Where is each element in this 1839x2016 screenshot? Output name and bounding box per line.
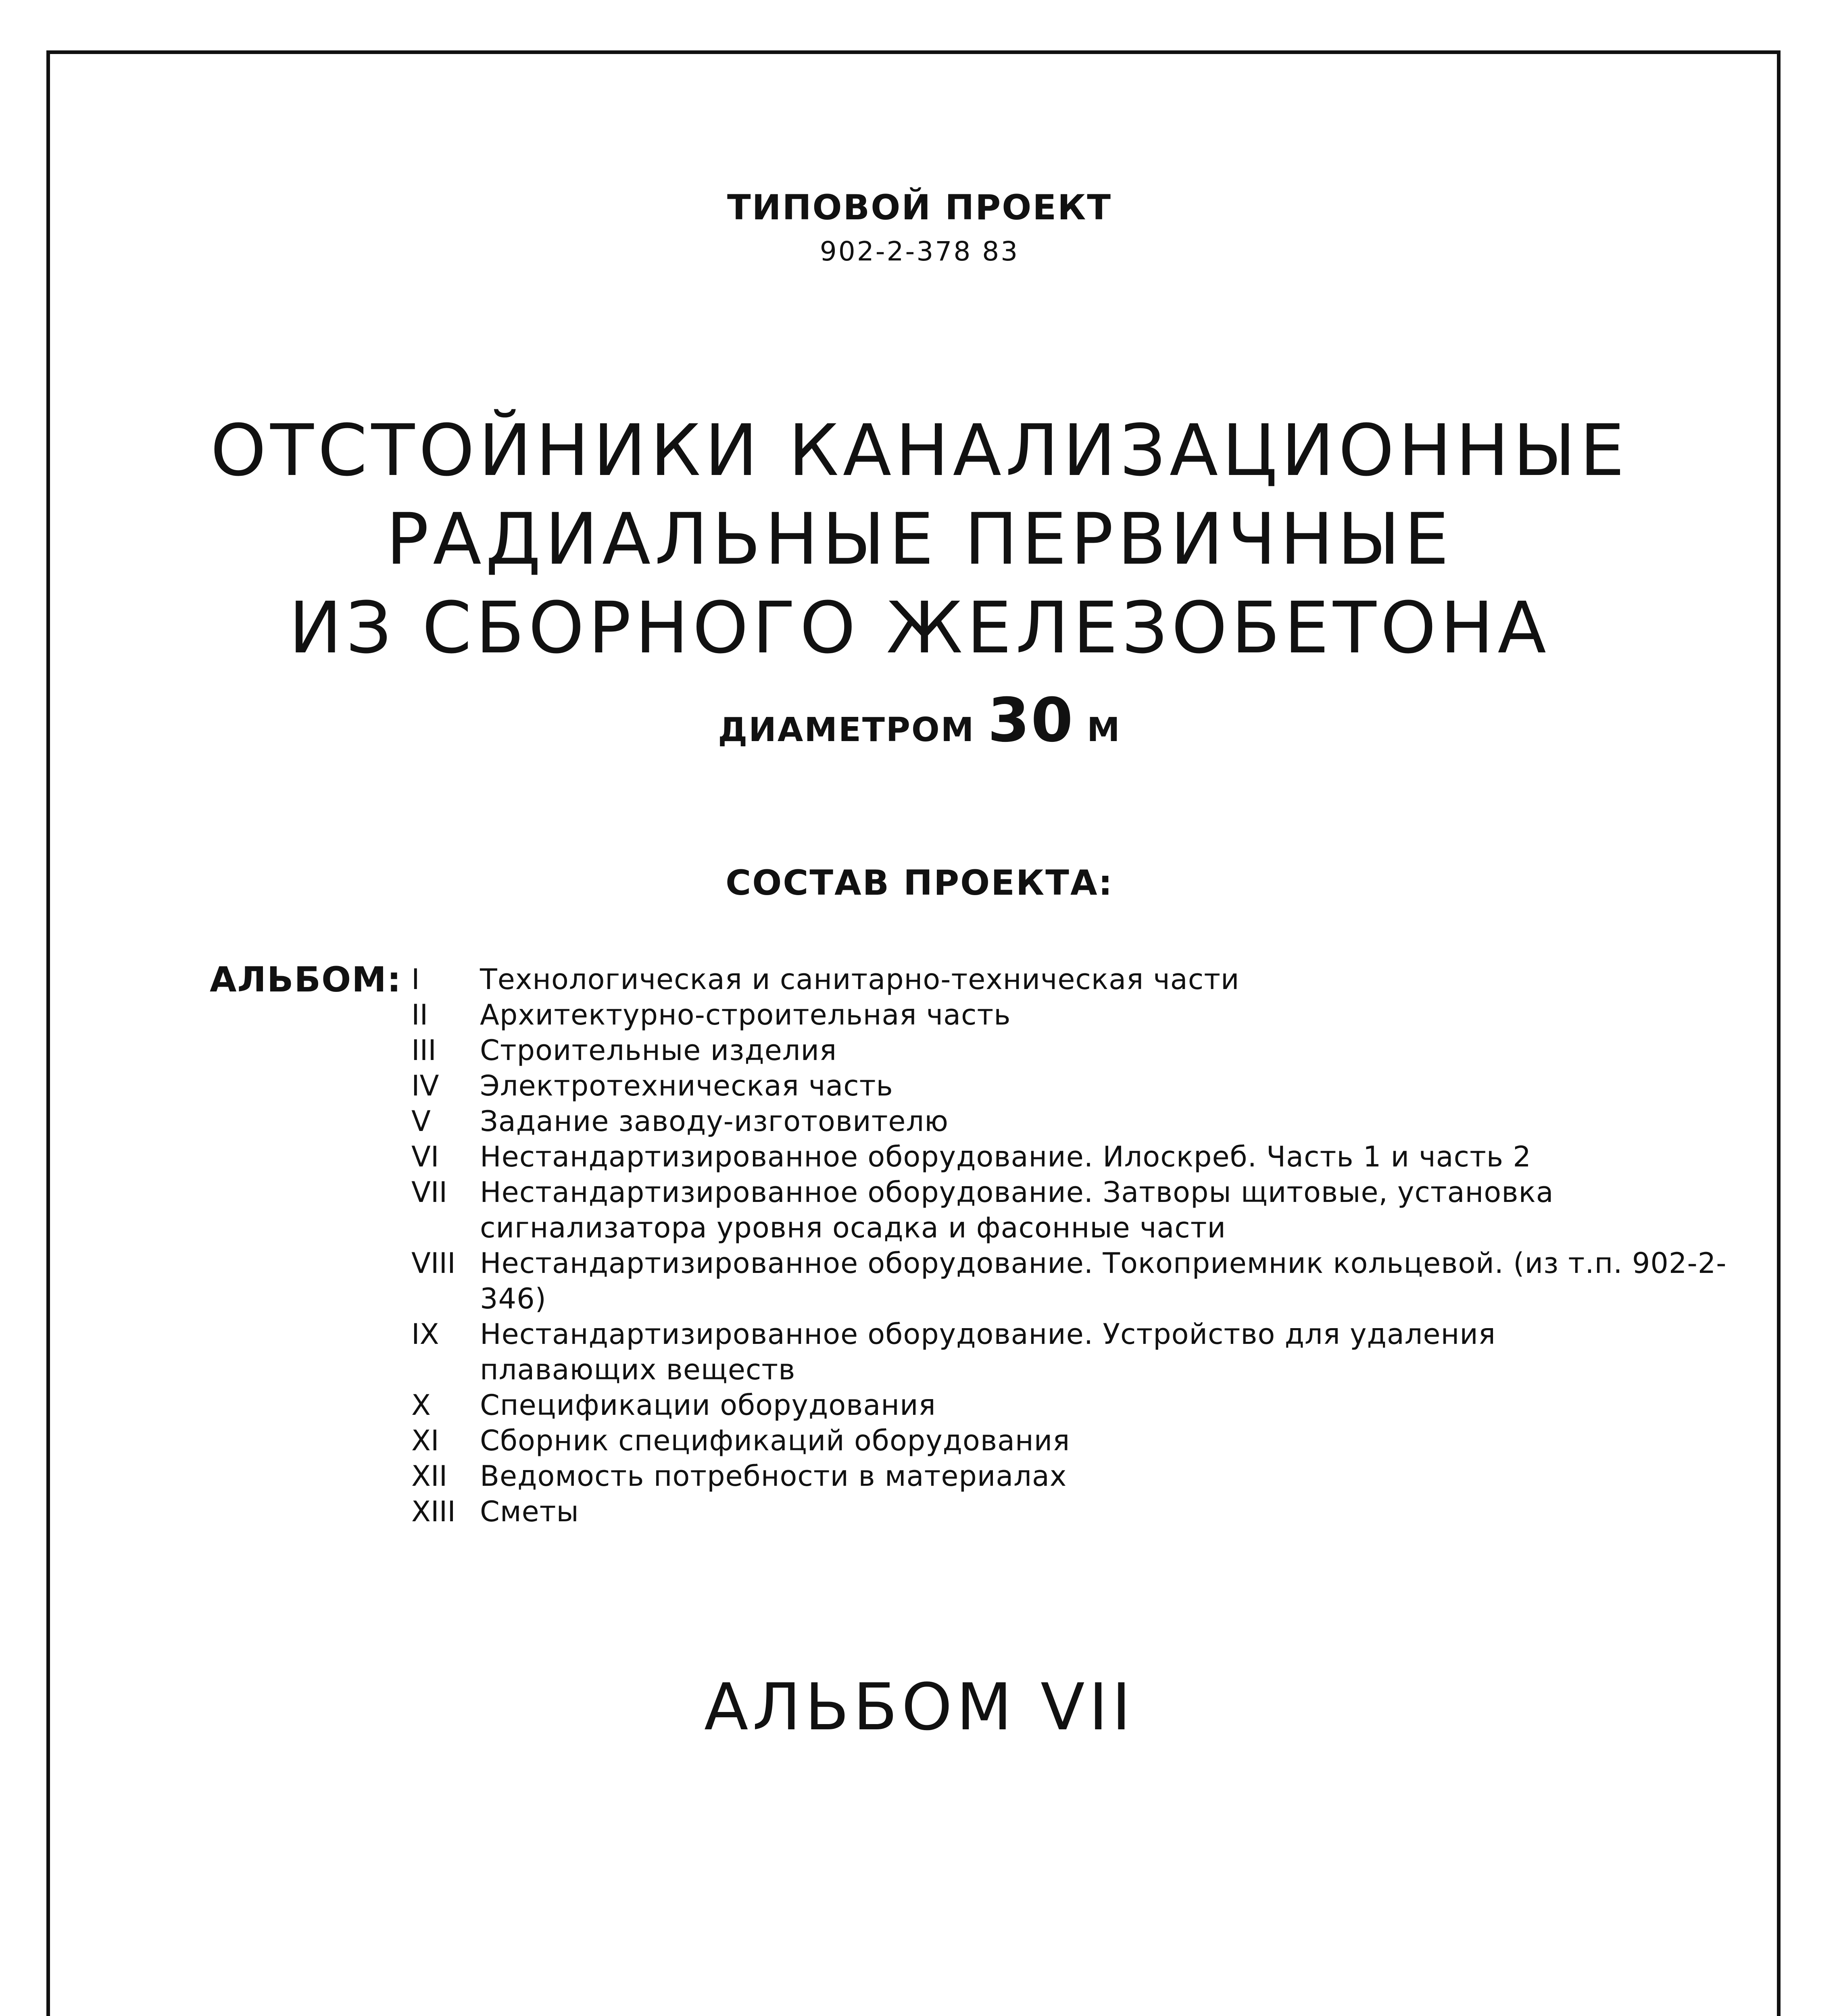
list-item <box>407 1316 1738 1387</box>
album-title: Нестандартизированное оборудование. Затворы щитовые, установка сигнализатора уровня осадка и фасонные части <box>480 1176 1554 1244</box>
list-item <box>407 997 1738 1033</box>
album-number: X <box>411 1389 431 1422</box>
album-number: IX <box>411 1318 439 1351</box>
list-item <box>407 1033 1738 1068</box>
diameter-prefix: ДИАМЕТРОМ <box>718 711 975 749</box>
album-title: Сметы <box>480 1495 579 1528</box>
list-item <box>407 1494 1738 1529</box>
project-type-heading: ТИПОВОЙ ПРОЕКТ <box>727 187 1112 228</box>
album-number: XII <box>411 1460 448 1493</box>
composition-heading: СОСТАВ ПРОЕКТА: <box>726 863 1113 903</box>
project-number: 902-2-378 83 <box>819 236 1020 267</box>
list-item <box>407 1245 1738 1316</box>
album-number: XI <box>411 1424 439 1457</box>
album-number: I <box>411 963 420 996</box>
album-number: VIII <box>411 1247 456 1280</box>
album-title-large: АЛЬБОМ VII <box>704 1669 1135 1745</box>
album-number: XIII <box>411 1495 456 1528</box>
list-item <box>407 1139 1738 1175</box>
album-title: Нестандартизированное оборудование. Устройство для удаления плавающих веществ <box>480 1318 1496 1386</box>
album-title: Сборник спецификаций оборудования <box>480 1424 1070 1457</box>
title-line-1: ОТСТОЙНИКИ КАНАЛИЗАЦИОННЫЕ <box>210 409 1629 492</box>
album-list-label: АЛЬБОМ: <box>210 960 402 1000</box>
album-title: Строительные изделия <box>480 1034 837 1067</box>
title-line-2: РАДИАЛЬНЫЕ ПЕРВИЧНЫЕ <box>386 498 1453 581</box>
album-number: VI <box>411 1140 439 1173</box>
diameter-line <box>0 685 1839 756</box>
album-number: V <box>411 1105 431 1138</box>
album-number: VII <box>411 1176 448 1209</box>
album-title: Ведомость потребности в материалах <box>480 1460 1067 1493</box>
list-item <box>407 962 1738 997</box>
title-line-3: ИЗ СБОРНОГО ЖЕЛЕЗОБЕТОНА <box>289 587 1550 669</box>
album-number: III <box>411 1034 436 1067</box>
list-item <box>407 1458 1738 1494</box>
list-item <box>407 1104 1738 1139</box>
album-number: II <box>411 998 428 1031</box>
album-title: Задание заводу-изготовителю <box>480 1105 949 1138</box>
album-title: Нестандартизированное оборудование. Илоскреб. Часть 1 и часть 2 <box>480 1140 1531 1173</box>
list-item <box>407 1068 1738 1104</box>
album-number: IV <box>411 1069 439 1102</box>
album-title: Электротехническая часть <box>480 1069 893 1102</box>
album-list <box>407 962 1738 1529</box>
album-title: Нестандартизированное оборудование. Токоприемник кольцевой. (из т.п. 902-2-346) <box>480 1247 1727 1315</box>
album-title: Спецификации оборудования <box>480 1389 936 1422</box>
album-title: Технологическая и санитарно-техническая части <box>480 963 1240 996</box>
list-item <box>407 1423 1738 1458</box>
album-title: Архитектурно-строительная часть <box>480 998 1011 1031</box>
list-item <box>407 1387 1738 1423</box>
diameter-unit: М <box>1087 711 1121 749</box>
list-item <box>407 1175 1738 1245</box>
diameter-value: 30 <box>987 685 1074 756</box>
